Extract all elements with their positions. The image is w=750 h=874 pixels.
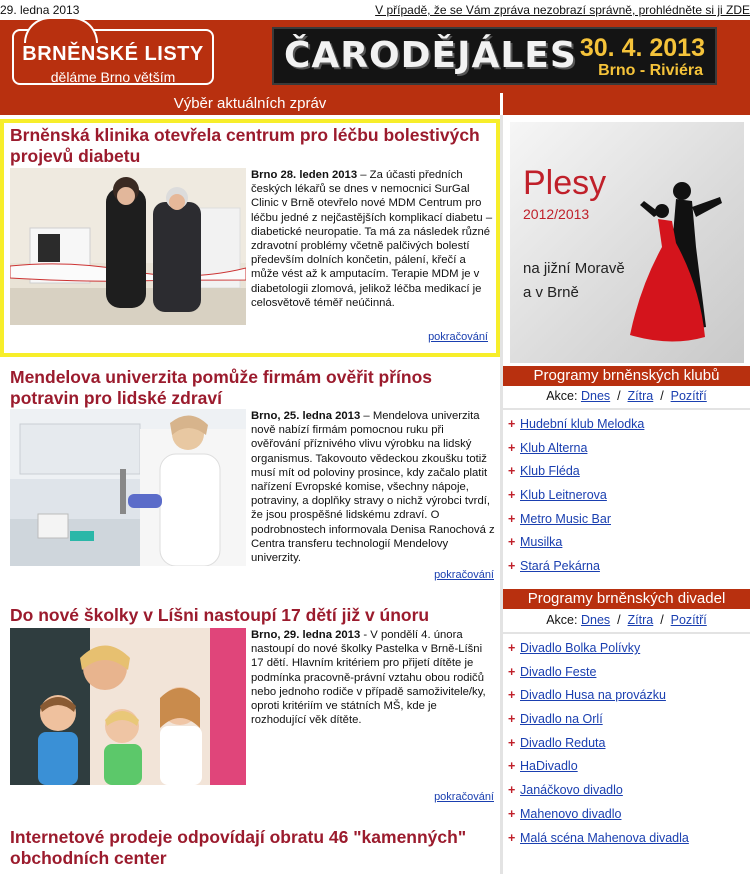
plus-icon: + <box>508 511 516 526</box>
plus-icon: + <box>508 641 516 655</box>
theatres-list <box>503 641 750 854</box>
article-kindergarten <box>0 601 500 811</box>
read-more-link[interactable]: pokračování <box>428 331 488 343</box>
article-dateline: Brno 28. leden 2013 <box>251 169 358 181</box>
banner-place: Brno - Riviéra <box>598 62 703 79</box>
filter-day-after[interactable]: Pozítří <box>670 389 707 403</box>
plus-icon: + <box>508 712 516 727</box>
filter-day-after[interactable]: Pozítří <box>670 613 707 627</box>
list-item <box>503 535 750 559</box>
section-title: Výběr aktuálních zpráv <box>173 95 327 112</box>
list-item <box>503 831 750 855</box>
list-item <box>503 759 750 783</box>
club-link-leitnerova[interactable]: Klub Leitnerova <box>520 488 607 503</box>
plus-icon: + <box>508 535 516 550</box>
dancing-couple-icon <box>610 177 740 357</box>
logo-arc-icon <box>24 17 98 43</box>
club-link-stara-pekarna[interactable]: Stará Pekárna <box>520 559 600 574</box>
list-item <box>503 712 750 736</box>
list-item <box>503 417 750 441</box>
list-item <box>503 559 750 583</box>
plus-icon: + <box>508 783 516 798</box>
article-body: – Za účasti předních českých lékařů se dnes v nemocnici SurGal Clinic v Brně otevřelo nové MDM Centrum pro léčbu jedné z nejčastějších komplikací diabetu – diabetické neuropatie. Ta má za následek různé zdravotní problémy včetně palčivých bolestí především dolních končetin, pálení, křečí a může vést až k amputacím. Terapie MDM je v diabetologii zlomová, jelikož léčba medikací je celosvětově téměř neúčinná. <box>251 169 493 309</box>
article-title[interactable]: Brněnská klinika otevřela centrum pro léčbu bolestivých projevů diabetu <box>10 125 480 166</box>
filter-tomorrow[interactable]: Zítra <box>627 389 654 403</box>
theatre-link-mala-scena[interactable]: Malá scéna Mahenova divadla <box>520 830 689 845</box>
theatre-link-orli[interactable]: Divadlo na Orlí <box>520 712 603 727</box>
clubs-heading: Programy brněnských klubů <box>503 366 750 386</box>
plus-icon: + <box>508 488 516 503</box>
theatre-link-janackovo[interactable]: Janáčkovo divadlo <box>520 783 623 798</box>
clubs-separator <box>503 408 750 410</box>
list-item <box>503 488 750 512</box>
article-body: - V pondělí 4. února nastoupí do nové školky Pastelka v Brně-Líšni 17 dětí. Hlavním kritériem pro přijetí dítěte je podmínka pracovně-právní vztahu obou rodičů nebo jednoho rodiče v případě samoživitele/ky, oproti kritériím ve státních MŠ, kde je rozhodující věk dítěte. <box>251 629 486 727</box>
article-image-ribbon-cutting[interactable] <box>10 168 246 325</box>
list-item <box>503 665 750 689</box>
theatre-link-hadivadlo[interactable]: HaDivadlo <box>520 759 578 774</box>
article-dateline: Brno, 29. ledna 2013 <box>251 629 361 641</box>
top-bar <box>0 0 750 20</box>
ad-line-1: na jižní Moravě <box>523 260 625 277</box>
theatres-filters: Akce: Dnes / Zítra / Pozítří <box>546 613 707 627</box>
theatre-link-husa[interactable]: Divadlo Husa na provázku <box>520 688 666 703</box>
article-title[interactable]: Internetové prodeje odpovídají obratu 46 "kamenných" obchodních center <box>10 827 467 868</box>
news-column <box>0 115 500 874</box>
banner-title: ČARODĚJÁLES <box>284 35 577 76</box>
lab-photo-icon <box>10 409 246 566</box>
list-item <box>503 441 750 465</box>
akce-label: Akce: <box>546 389 578 403</box>
ad-years: 2012/2013 <box>523 206 590 222</box>
theatre-link-feste[interactable]: Divadlo Feste <box>520 664 597 679</box>
theatres-heading: Programy brněnských divadel <box>503 589 750 609</box>
akce-label: Akce: <box>546 613 578 627</box>
filter-today[interactable]: Dnes <box>580 613 611 627</box>
list-item <box>503 464 750 488</box>
plus-icon: + <box>508 664 516 679</box>
theatre-link-reduta[interactable]: Divadlo Reduta <box>520 735 606 750</box>
read-more-link[interactable]: pokračování <box>434 791 494 803</box>
filter-today[interactable]: Dnes <box>580 389 611 403</box>
plus-icon: + <box>508 464 516 479</box>
children-photo-icon <box>10 628 246 785</box>
strip-divider <box>500 93 503 115</box>
article-text <box>251 628 495 727</box>
club-link-alterna[interactable]: Klub Alterna <box>520 440 588 455</box>
list-item <box>503 783 750 807</box>
clubs-list <box>503 417 750 583</box>
article-title[interactable]: Do nové školky v Líšni nastoupí 17 dětí již v únoru <box>10 605 430 625</box>
theatres-separator <box>503 632 750 634</box>
list-item <box>503 688 750 712</box>
plus-icon: + <box>508 735 516 750</box>
view-online-link[interactable]: V případě, že se Vám zpráva nezobrazí správně, prohlédněte si ji ZDE <box>375 3 750 17</box>
club-link-fleda[interactable]: Klub Fléda <box>520 464 580 479</box>
list-item <box>503 736 750 760</box>
section-strip <box>0 93 750 115</box>
list-item <box>503 641 750 665</box>
logo-title: BRNĚNSKÉ LISTY <box>22 43 204 65</box>
article-mendel <box>0 363 500 593</box>
clubs-filters: Akce: Dnes / Zítra / Pozítří <box>546 389 707 403</box>
issue-date: 29. ledna 2013 <box>0 3 80 17</box>
club-link-melodka[interactable]: Hudební klub Melodka <box>520 417 645 431</box>
article-internet-sales <box>0 823 500 874</box>
article-image-lab[interactable] <box>10 409 246 566</box>
ribbon-cutting-photo-icon <box>10 168 246 325</box>
plus-icon: + <box>508 559 516 574</box>
ad-title: Plesy <box>523 164 607 202</box>
plus-icon: + <box>508 806 516 821</box>
article-text <box>251 409 495 565</box>
list-item <box>503 512 750 536</box>
plus-icon: + <box>508 830 516 845</box>
club-link-metro[interactable]: Metro Music Bar <box>520 511 611 526</box>
article-body: – Mendelova univerzita nově nabízí firmám pomocnou ruku při ověřování příznivého vlivu výrobku na lidský organismus. Takovouto vědeckou zkoušku totiž musí mít od poloviny prosince, kdy začalo platit nařízení Evropské komise, všechny nápoje, potraviny, a doplňky stravy o nichž výrobci tvrdí, že jsou prospěšné lidskému zdraví. O podrobnostech informovala Denisa Ranochová z Centra transferu technologií Mendelovy univerzity. <box>251 410 495 565</box>
banner-date: 30. 4. 2013 <box>579 34 705 62</box>
theatre-link-bolka-polivky[interactable]: Divadlo Bolka Polívky <box>520 641 641 655</box>
list-item <box>503 807 750 831</box>
theatre-link-mahenovo[interactable]: Mahenovo divadlo <box>520 806 622 821</box>
plesy-advert[interactable] <box>510 122 744 363</box>
header <box>0 20 750 93</box>
read-more-link[interactable]: pokračování <box>434 569 494 581</box>
brnenske-listy-logo[interactable] <box>12 29 214 85</box>
ad-line-2: a v Brně <box>523 284 579 301</box>
plus-icon: + <box>508 417 516 431</box>
article-diabetes <box>0 119 500 357</box>
article-title[interactable]: Mendelova univerzita pomůže firmám ověřit přínos potravin pro lidské zdraví <box>10 367 433 408</box>
carodejales-banner[interactable] <box>272 27 717 85</box>
article-text <box>251 168 495 310</box>
plus-icon: + <box>508 440 516 455</box>
plus-icon: + <box>508 688 516 703</box>
article-dateline: Brno, 25. ledna 2013 <box>251 410 361 422</box>
article-image-children[interactable] <box>10 628 246 785</box>
logo-subtitle: děláme Brno větším <box>50 69 176 85</box>
club-link-musilka[interactable]: Musilka <box>520 535 563 550</box>
filter-tomorrow[interactable]: Zítra <box>627 613 654 627</box>
plus-icon: + <box>508 759 516 774</box>
